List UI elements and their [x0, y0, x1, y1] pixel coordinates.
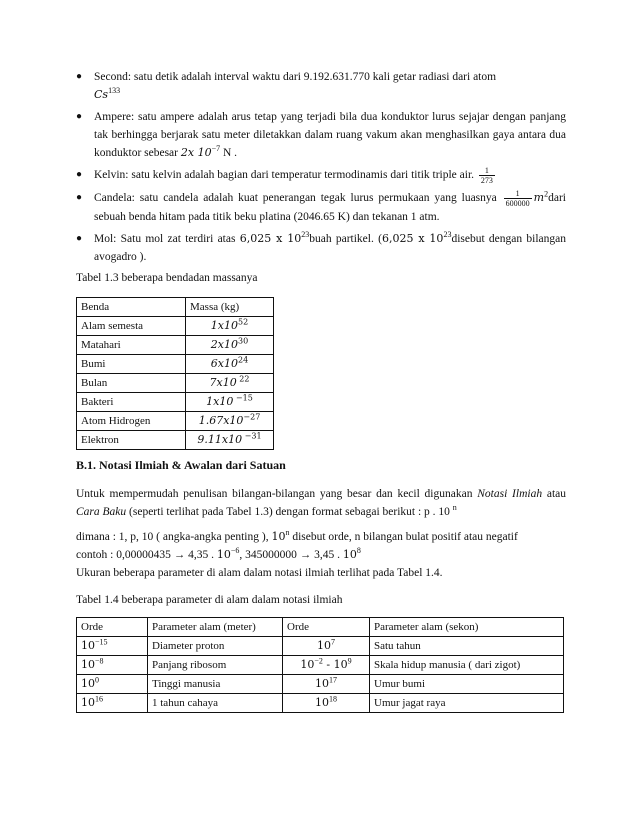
item-text-cont: disebut dengan bilangan avogadro ).	[94, 233, 567, 263]
parameter-second: Umur jagat raya	[370, 694, 564, 713]
mass-base: 1.67x10	[198, 414, 244, 427]
parameter-meter: Panjang ribosom	[148, 656, 283, 675]
body-mass	[186, 374, 274, 393]
text-run: (seperti terlihat pada Tabel 1.3) dengan format sebagai berikut : p . 10	[126, 506, 453, 518]
formula: 10	[271, 530, 286, 543]
item-text: Candela: satu candela adalah kuat penerangan tegak lurus permukaan yang luasnya	[94, 192, 497, 205]
mass-base: 1x10	[210, 319, 238, 332]
table-1-3-caption: Tabel 1.3 beberapa bendadan massanya	[76, 272, 258, 284]
body-mass	[186, 336, 274, 355]
table-row	[77, 393, 274, 412]
text-run: disebut orde, n bilangan bulat positif atau negatif	[289, 531, 518, 543]
body-name: Matahari	[77, 336, 186, 355]
item-text: Second: satu detik adalah interval waktu dari 9.192.631.770 kali getar radiasi dari atom	[94, 71, 497, 83]
item-text: Kelvin: satu kelvin adalah bagian dari temperatur termodinamis dari titik triple air.	[94, 169, 475, 182]
body-name: Bumi	[77, 355, 186, 374]
formula-exponent: n	[452, 503, 457, 513]
order-exponent: −2	[314, 656, 323, 666]
formula: 10	[342, 548, 357, 561]
paragraph-reference: Ukuran beberapa parameter di alam dalam notasi ilmiah terlihat pada Tabel 1.4.	[76, 567, 443, 579]
mass-base: 9.11x10	[197, 433, 243, 446]
table-header-row	[77, 618, 564, 637]
order-second	[283, 675, 370, 694]
bullet-icon: ●	[76, 169, 83, 180]
text-run: contoh : 0,00000435 → 4,35 .	[76, 549, 217, 561]
item-text-cont: dari sebuah benda hitam pada titik beku platina (2046.65 K) dan tekanan 1 atm.	[94, 192, 566, 223]
table-row	[77, 355, 274, 374]
column-header: Orde	[283, 618, 370, 637]
order-meter	[77, 637, 148, 656]
si-units-list	[76, 68, 566, 270]
table-row	[77, 675, 564, 694]
body-name: Elektron	[77, 431, 186, 450]
paragraph-notation	[76, 485, 566, 521]
formula-exponent: 133	[108, 86, 121, 96]
formula: 10	[216, 548, 231, 561]
order-exponent: −8	[95, 656, 104, 666]
order-base: 10	[315, 677, 329, 690]
column-header: Orde	[77, 618, 148, 637]
order-second	[283, 656, 370, 675]
order-exponent: −15	[95, 637, 108, 647]
list-item-mol	[76, 230, 566, 266]
formula-exponent: −7	[211, 144, 221, 154]
table-header-row	[77, 298, 274, 317]
table-row	[77, 637, 564, 656]
table-1-4-caption: Tabel 1.4 beberapa parameter di alam dalam notasi ilmiah	[76, 594, 343, 606]
order-base: 10	[81, 639, 95, 652]
body-name: Bakteri	[77, 393, 186, 412]
parameter-second: Skala hidup manusia ( dari zigot)	[370, 656, 564, 675]
order-second	[283, 694, 370, 713]
mass-exponent: 22	[236, 374, 250, 384]
text-run: atau	[542, 488, 567, 500]
body-name: Atom Hidrogen	[77, 412, 186, 431]
table-row	[77, 317, 274, 336]
list-item-candela	[76, 189, 566, 226]
body-name: Bulan	[77, 374, 186, 393]
body-mass	[186, 317, 274, 336]
column-header: Parameter alam (sekon)	[370, 618, 564, 637]
item-text: Mol: Satu mol zat terdiri atas	[94, 233, 236, 245]
list-item-ampere	[76, 108, 566, 162]
formula: Cs	[94, 88, 109, 101]
section-heading: B.1. Notasi Ilmiah & Awalan dari Satuan	[76, 458, 286, 472]
item-text-cont: buah partikel. (	[309, 233, 382, 245]
formula-exponent: n	[285, 528, 290, 538]
mass-exponent: 52	[238, 317, 249, 327]
parameter-meter: Diameter proton	[148, 637, 283, 656]
column-header: Massa (kg)	[186, 298, 274, 317]
parameter-second: Satu tahun	[370, 637, 564, 656]
fraction-numerator: 1	[504, 189, 532, 199]
fraction-denominator: 600000	[505, 199, 530, 208]
order-base: 10	[81, 677, 95, 690]
order-exponent: 9	[347, 656, 352, 666]
parameter-second: Umur bumi	[370, 675, 564, 694]
text-run: dimana : 1, p, 10 ( angka-angka penting ),	[76, 531, 272, 543]
formula-exponent: 23	[301, 230, 310, 240]
order-base: 10	[315, 696, 329, 709]
fraction-numerator: 1	[479, 166, 495, 176]
mass-exponent: −31	[242, 431, 262, 441]
mass-base: 2x10	[210, 338, 238, 351]
mass-base: 1x10	[206, 395, 234, 408]
fraction	[504, 189, 532, 208]
list-item-kelvin	[76, 166, 566, 185]
table-row	[77, 656, 564, 675]
emphasis-text: Notasi Ilmiah	[477, 488, 543, 500]
order-exponent: 18	[329, 694, 337, 704]
mass-table	[76, 297, 274, 450]
mass-base: 6x10	[210, 357, 238, 370]
order-meter	[77, 656, 148, 675]
order-base: 10	[81, 658, 95, 671]
order-exponent: 16	[95, 694, 103, 704]
mass-base: 7x10	[209, 376, 237, 389]
order-base: 10	[317, 639, 331, 652]
parameters-table	[76, 617, 564, 713]
order-base: 10	[300, 658, 315, 671]
formula: 2x 10	[180, 146, 212, 159]
item-text: Ampere: satu ampere adalah arus tetap yang terjadi bila dua konduktor lurus sejajar dengan panjang tak berhingga berjarak satu meter diletakkan dalam ruang vakum akan menghasilkan gaya antara dua konduktor sebesar	[94, 111, 566, 159]
body-mass	[186, 355, 274, 374]
bullet-icon: ●	[76, 233, 83, 244]
paragraph-definition	[76, 528, 566, 546]
order-base: 10	[81, 696, 95, 709]
order-exponent: 7	[331, 637, 335, 647]
text-run: , 345000000 → 3,45 .	[239, 549, 343, 561]
fraction-denominator: 273	[480, 176, 493, 185]
table-row	[77, 374, 274, 393]
body-mass	[186, 393, 274, 412]
text-run: Untuk mempermudah penulisan bilangan-bilangan yang besar dan kecil digunakan	[76, 488, 478, 500]
formula: m	[533, 191, 545, 205]
bullet-icon: ●	[76, 192, 83, 203]
formula-exponent: 8	[356, 546, 361, 556]
order-exponent: 0	[95, 675, 99, 685]
order-second	[283, 637, 370, 656]
order-meter	[77, 694, 148, 713]
table-row	[77, 694, 564, 713]
mass-exponent: 30	[238, 336, 249, 346]
emphasis-text: Cara Baku	[76, 506, 127, 518]
parameter-meter: Tinggi manusia	[148, 675, 283, 694]
mass-exponent: 24	[238, 355, 249, 365]
item-suffix: N .	[222, 147, 238, 159]
order-exponent: 17	[329, 675, 337, 685]
table-row	[77, 412, 274, 431]
formula: 6,025 x 10	[381, 232, 444, 245]
order-base: - 10	[322, 658, 348, 671]
body-mass	[186, 431, 274, 450]
paragraph-example	[76, 546, 566, 564]
bullet-icon: ●	[76, 71, 83, 82]
column-header: Benda	[77, 298, 186, 317]
mass-exponent: −15	[233, 393, 253, 403]
list-item-second	[76, 68, 566, 104]
mass-exponent: −27	[243, 412, 261, 422]
table-row	[77, 336, 274, 355]
parameter-meter: 1 tahun cahaya	[148, 694, 283, 713]
table-row	[77, 431, 274, 450]
formula: 6,025 x 10	[239, 232, 302, 245]
bullet-icon: ●	[76, 111, 83, 122]
body-mass	[186, 412, 274, 431]
formula-exponent: 2	[544, 189, 549, 199]
column-header: Parameter alam (meter)	[148, 618, 283, 637]
formula-exponent: 23	[443, 230, 452, 240]
body-name: Alam semesta	[77, 317, 186, 336]
order-meter	[77, 675, 148, 694]
formula-exponent: −6	[230, 546, 240, 556]
fraction	[479, 166, 495, 185]
